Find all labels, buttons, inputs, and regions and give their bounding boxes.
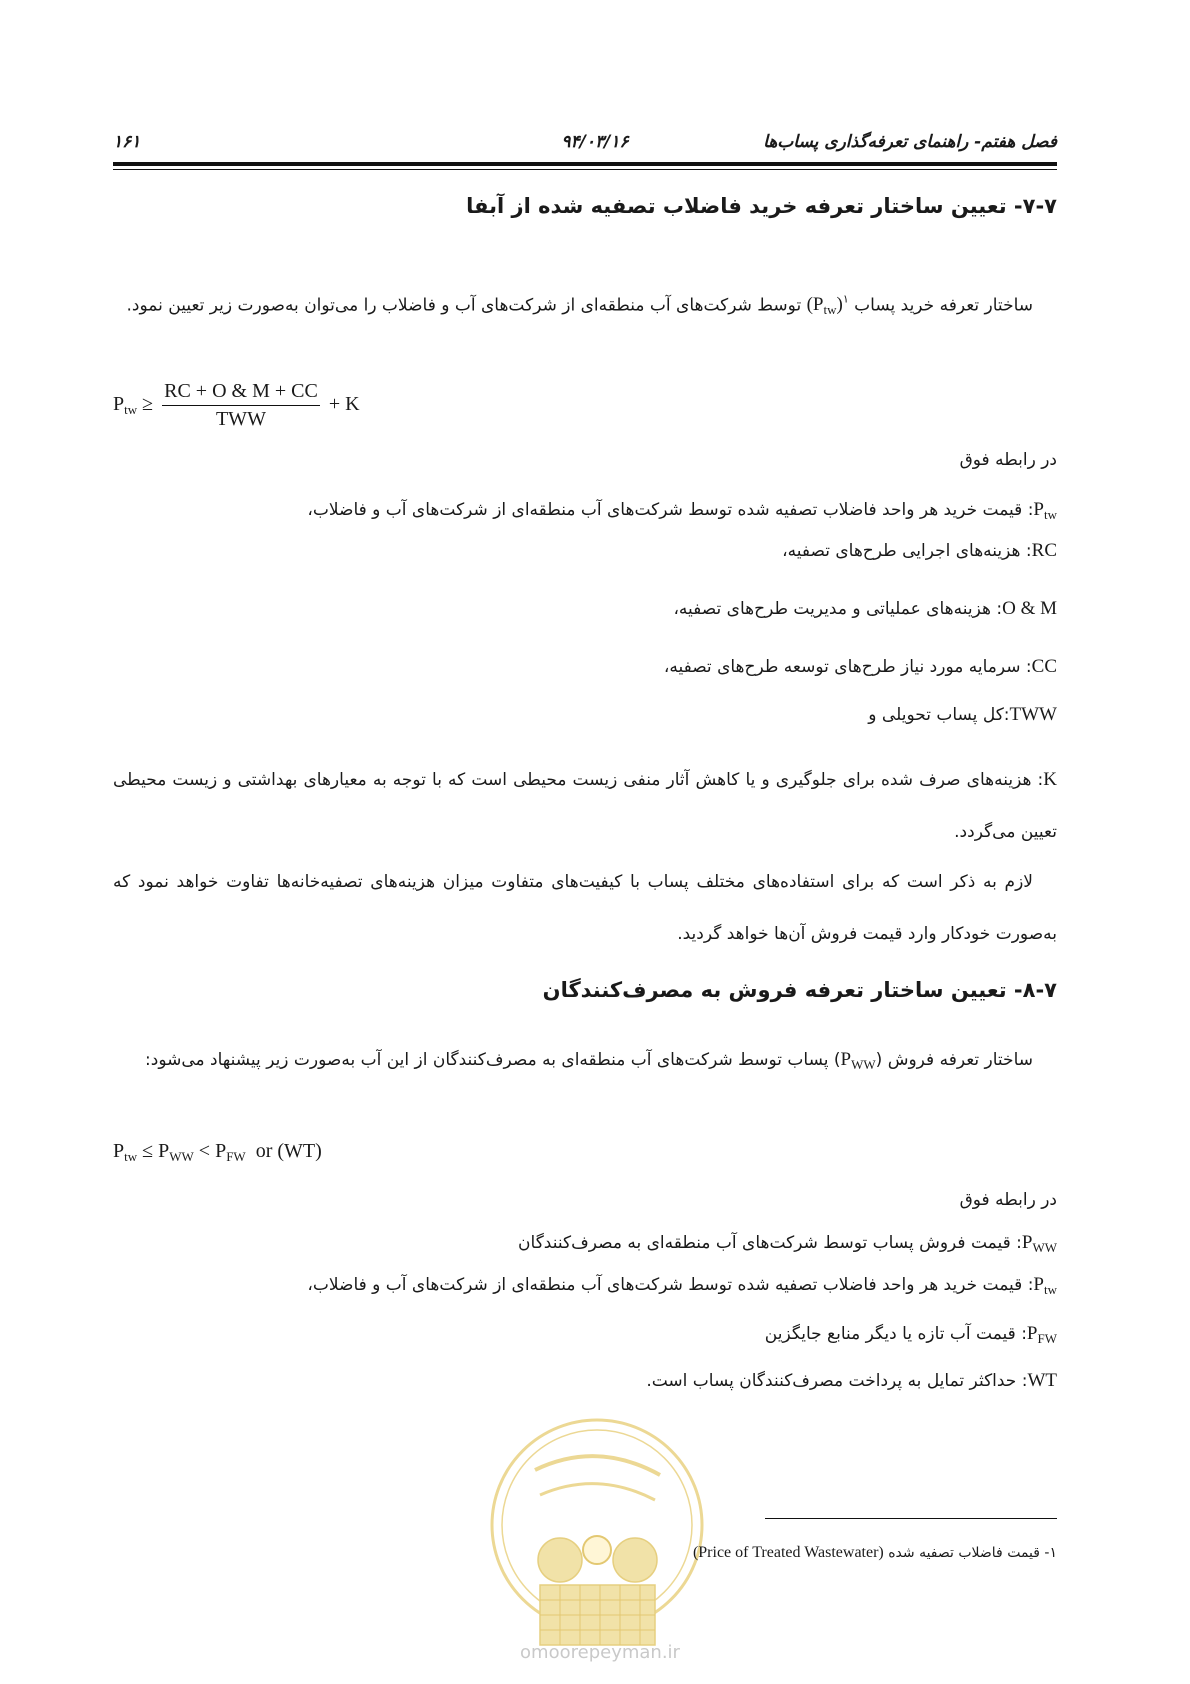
formula-denominator: TWW: [215, 408, 266, 430]
section-7-7-intro: ساختار تعرفه خرید پساب $(P_{tw})^۱$ توسط شرکت‌های آب منطقه‌ای از شرکت‌های آب و فاضلاب را می‌توان به‌صورت زیر تعیین نمود.: [126, 294, 1033, 318]
section-heading-7-7: ۷-۷- تعیین ساختار تعرفه خرید فاضلاب تصفیه شده از آبفا: [466, 194, 1057, 218]
definition-k: K: هزینه‌های صرف شده برای جلوگیری و یا کاهش آثار منفی زیست محیطی است که با توجه به معیارهای بهداشتی و زیست محیطی تعیین می‌گردد.: [113, 769, 1057, 842]
watermark-seal: [480, 1400, 715, 1670]
definition-item: RC: هزینه‌های اجرایی طرح‌های تصفیه،: [782, 540, 1057, 561]
ptw-symbol: $(P_{tw})^۱$: [806, 294, 849, 318]
definition-item: $P_{tw}$: قیمت خرید هر واحد فاضلاب تصفیه شده توسط شرکت‌های آب منطقه‌ای از شرکت‌های آب و فاضلاب،: [307, 1274, 1057, 1297]
page-number: ۱۶۱: [113, 132, 141, 152]
formula-pww: $P_{tw} \le P_{WW} < P_{FW}$ or (WT): [113, 1140, 322, 1164]
running-header-date: ۹۴/۰۳/۱۶: [561, 132, 629, 152]
definition-item: O & M: هزینه‌های عملیاتی و مدیریت طرح‌های تصفیه،: [673, 598, 1057, 619]
definition-item: TWW:کل پساب تحویلی و: [868, 704, 1057, 725]
definition-item: WT: حداکثر تمایل به پرداخت مصرف‌کنندگان پساب است.: [646, 1370, 1057, 1391]
where-label: در رابطه فوق: [959, 1190, 1057, 1210]
formula-ptw: $P_{tw}$ ≥ $\frac{RC + O \& M + CC}{\text{TWW}}$ + K: [113, 380, 360, 430]
footnote: ۱- قیمت فاضلاب تصفیه شده (Price of Treated Wastewater): [692, 1544, 1057, 1561]
section-7-8-intro: ساختار تعرفه فروش $(P_{WW})$ پساب توسط شرکت‌های آب منطقه‌ای به مصرف‌کنندگان از این آب به‌صورت زیر پیشنهاد می‌شود:: [145, 1049, 1033, 1072]
definition-item: $P_{FW}$: قیمت آب تازه یا دیگر منابع جایگزین: [764, 1323, 1057, 1346]
where-label: در رابطه فوق: [959, 450, 1057, 470]
header-rule-thin: [113, 169, 1057, 170]
footnote-ref: ۱: [842, 294, 849, 306]
section-heading-7-8: ۸-۷- تعیین ساختار تعرفه فروش به مصرف‌کنندگان: [542, 978, 1057, 1002]
pww-symbol: $P_{WW}$: [840, 1049, 876, 1072]
formula-numerator: RC + O & M + CC: [162, 380, 320, 406]
running-header-chapter: فصل هفتم- راهنمای تعرفه‌گذاری پساب‌ها: [763, 132, 1057, 152]
formula-fraction: [162, 380, 320, 431]
section-7-7-note: لازم به ذکر است که برای استفاده‌های مختلف پساب با کیفیت‌های متفاوت میزان هزینه‌های تصفیه‌خانه‌ها تفاوت خواهد نمود که به‌صورت خودکار وارد قیمت فروش آن‌ها خواهد گردید.: [113, 872, 1057, 944]
definition-item: $P_{WW}$: قیمت فروش پساب توسط شرکت‌های آب منطقه‌ای به مصرف‌کنندگان: [518, 1232, 1057, 1255]
definition-item: $P_{tw}$: قیمت خرید هر واحد فاضلاب تصفیه شده توسط شرکت‌های آب منطقه‌ای از شرکت‌های آب و فاضلاب،: [307, 499, 1057, 522]
definition-item: CC: سرمایه مورد نیاز طرح‌های توسعه طرح‌های تصفیه،: [663, 656, 1057, 677]
watermark-text: omoorepeyman.ir: [520, 1642, 680, 1663]
footnote-rule: [765, 1518, 1057, 1519]
header-rule: [113, 162, 1057, 166]
